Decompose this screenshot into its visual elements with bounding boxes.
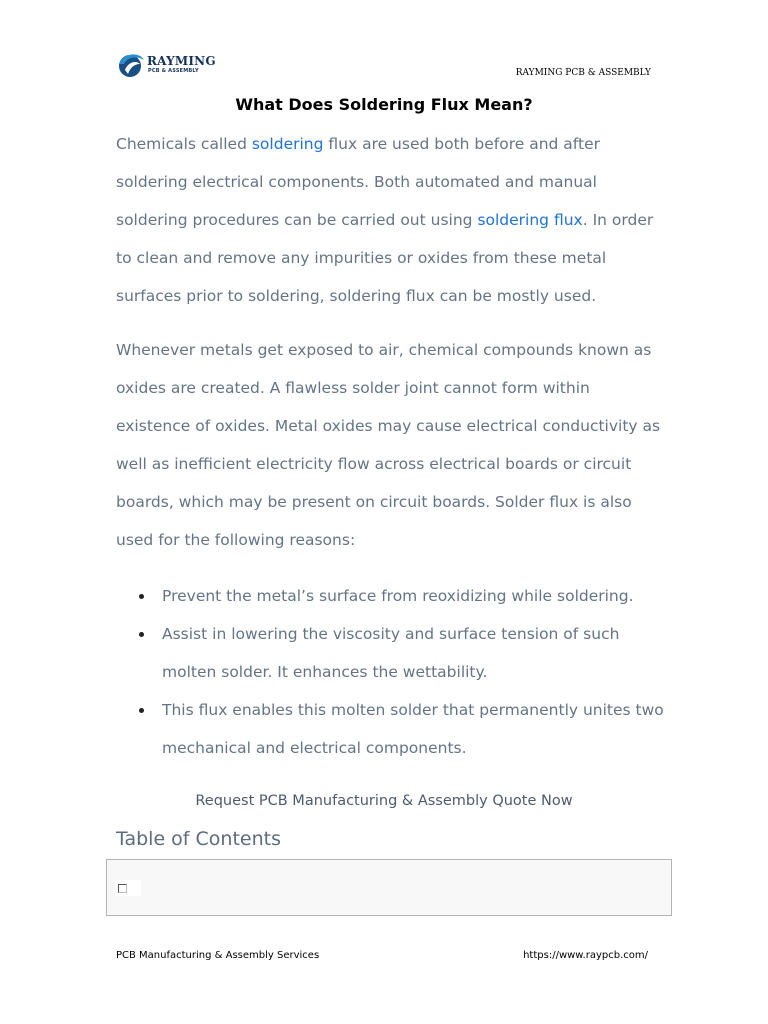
checkbox-icon: [118, 884, 127, 893]
logo-name: RAYMING: [147, 54, 216, 68]
header-company-name: RAYMING PCB & ASSEMBLY: [515, 68, 651, 78]
intro-text-3: . In order to clean and remove any impurities or oxides from these metal surfaces prior to soldering, soldering flux can be mostly used.: [116, 211, 654, 305]
bullet-icon: [139, 708, 144, 713]
oxides-paragraph: Whenever metals get exposed to air, chemical compounds known as oxides are created. A flawless solder joint cannot form within existence of oxides. Metal oxides may cause electrical conductivity as well as inefficient electricity flow across electrical boards or circuit boards, which may be present on circuit boards. Solder flux is also used for the following reasons:: [116, 341, 661, 549]
soldering-link[interactable]: soldering: [251, 135, 324, 153]
list-item: [116, 691, 664, 767]
logo-tagline: PCB & ASSEMBLY: [148, 68, 199, 74]
reasons-list: [116, 577, 664, 767]
intro-text-1: Chemicals called: [116, 135, 252, 153]
list-item: [116, 615, 664, 691]
logo-swirl-icon: [116, 50, 146, 80]
footer-url-link[interactable]: https://www.raypcb.com/: [523, 950, 648, 961]
toc-toggle-button[interactable]: [115, 880, 141, 896]
table-of-contents-box: [106, 859, 672, 916]
bullet-icon: [139, 632, 144, 637]
toc-heading: Table of Contents: [116, 828, 281, 850]
rayming-logo: [116, 50, 216, 82]
quote-request-link[interactable]: Request PCB Manufacturing & Assembly Quote Now: [195, 793, 573, 809]
list-item-text: This flux enables this molten solder that permanently unites two mechanical and electrical components.: [162, 701, 664, 757]
footer-services: PCB Manufacturing & Assembly Services: [116, 950, 320, 961]
soldering-flux-link[interactable]: soldering flux: [477, 211, 583, 229]
list-item: [116, 577, 664, 615]
page-title: What Does Soldering Flux Mean?: [235, 95, 533, 114]
list-item-text: Prevent the metal’s surface from reoxidizing while soldering.: [162, 587, 634, 605]
intro-paragraph: [116, 125, 664, 315]
intro-text-2: flux are used both before and after soldering electrical components. Both automated and manual soldering procedures can be carried out using: [116, 135, 600, 229]
list-item-text: Assist in lowering the viscosity and surface tension of such molten solder. It enhances the wettability.: [162, 625, 620, 681]
bullet-icon: [139, 594, 144, 599]
